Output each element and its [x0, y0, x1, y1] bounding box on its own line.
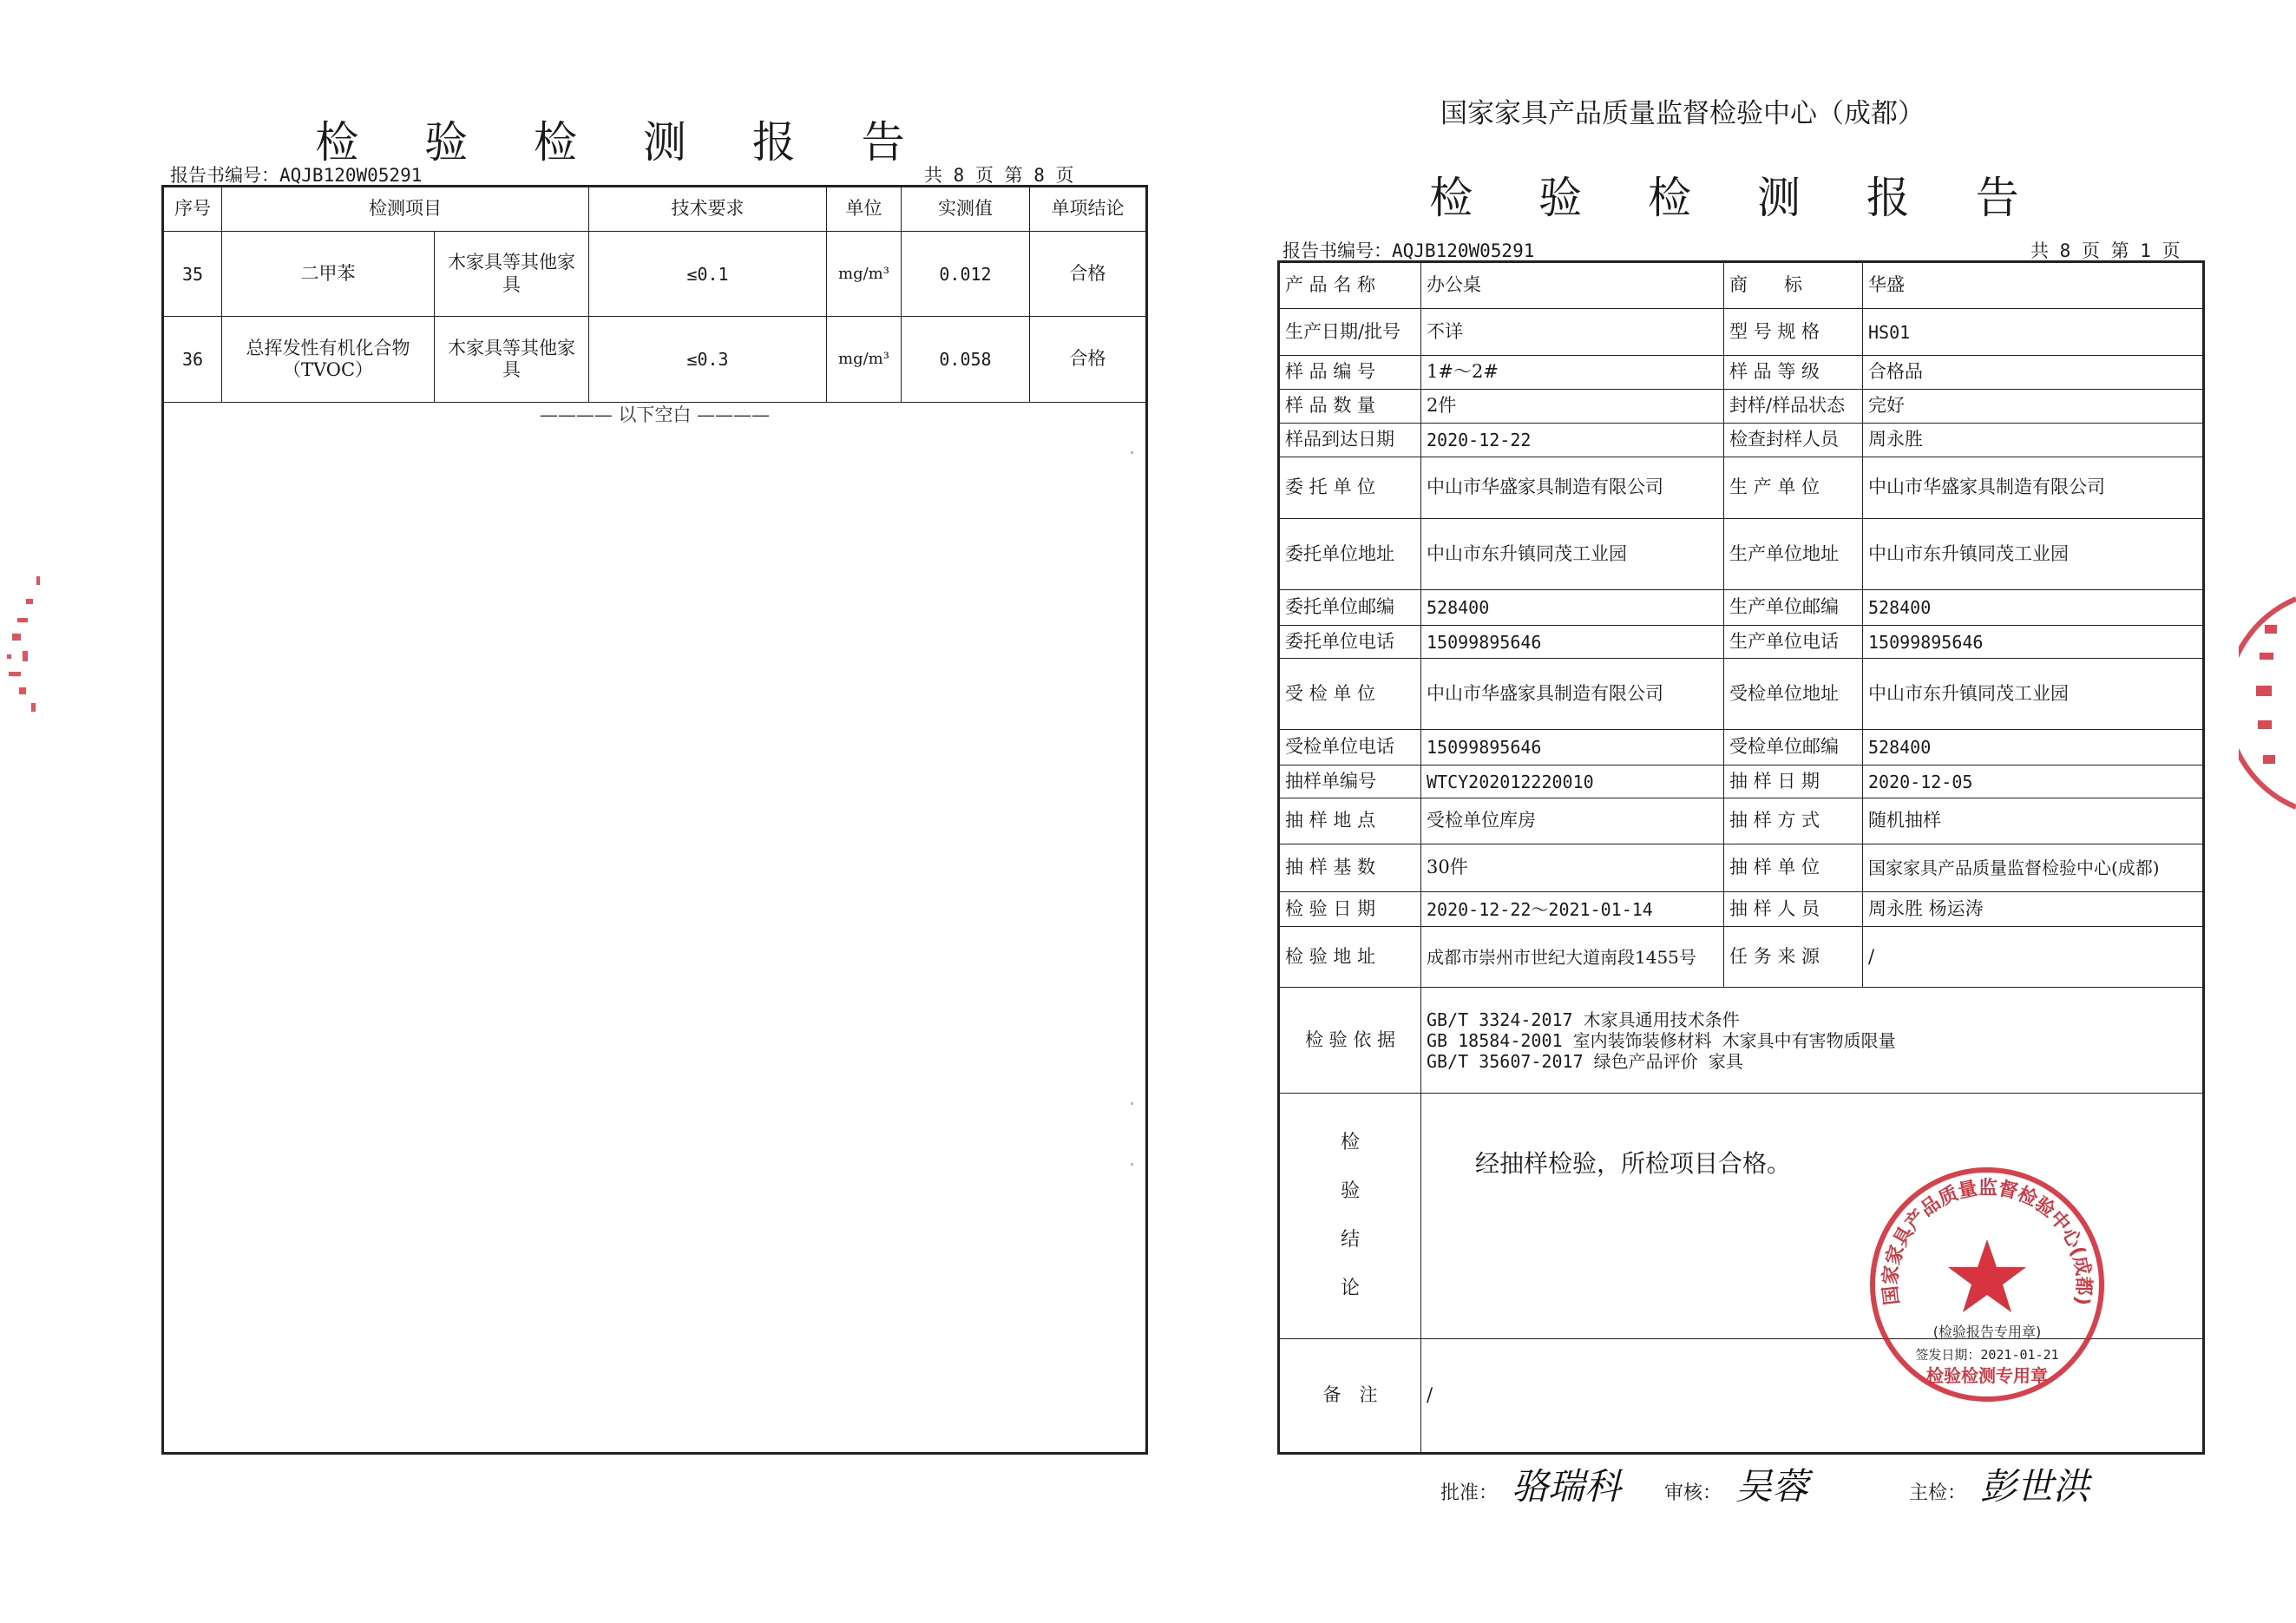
seal-ring-text: 国家家具产品质量监督检验中心(成都) — [1879, 1177, 2095, 1307]
value-client-tel: 15099895646 — [1421, 626, 1724, 659]
basis-line: GB/T 3324-2017 木家具通用技术条件 — [1427, 1009, 1740, 1030]
value-qty: 2件 — [1421, 390, 1724, 424]
value-sampling-method: 随机抽样 — [1863, 798, 2204, 844]
row-item: 总挥发性有机化合物（TVOC） — [222, 317, 435, 403]
conclusion-label-char: 论 — [1340, 1278, 1360, 1299]
row-unit: mg/m³ — [827, 317, 902, 403]
value-inspect-date: 2020-12-22～2021-01-14 — [1421, 892, 1724, 927]
label-sampling-base: 抽 样 基 数 — [1279, 844, 1421, 892]
label-task-source: 任 务 来 源 — [1724, 927, 1863, 988]
review-signature: 吴蓉 — [1735, 1465, 1809, 1508]
value-producer-zip: 528400 — [1863, 590, 2204, 626]
row-value: 0.058 — [902, 317, 1030, 403]
label-basis: 检 验 依 据 — [1279, 988, 1421, 1094]
label-samplers: 抽 样 人 员 — [1724, 892, 1863, 927]
row-no: 36 — [163, 317, 222, 403]
value-prod-date: 不详 — [1421, 309, 1724, 356]
basis-line: GB 18584-2001 室内装饰装修材料 木家具中有害物质限量 — [1427, 1029, 1896, 1051]
value-sampling-date: 2020-12-05 — [1863, 766, 2204, 798]
approve-signature: 骆瑞科 — [1512, 1465, 1622, 1508]
value-producer-address: 中山市东升镇同茂工业园 — [1863, 519, 2204, 590]
value-conclusion: 经抽样检验，所检项目合格。 — [1475, 1149, 1792, 1178]
value-sampling-unit: 国家家具产品质量监督检验中心(成都) — [1863, 844, 2204, 892]
label-arrival: 样品到达日期 — [1279, 424, 1421, 457]
value-inspect-address: 成都市崇州市世纪大道南段1455号 — [1421, 927, 1724, 988]
label-qty: 样 品 数 量 — [1279, 390, 1421, 424]
value-inspected: 中山市华盛家具制造有限公司 — [1421, 659, 1724, 730]
value-arrival: 2020-12-22 — [1421, 424, 1724, 457]
label-producer-address: 生产单位地址 — [1724, 519, 1863, 590]
value-remarks: / — [1421, 1339, 2204, 1454]
issuing-organization: 国家家具产品质量监督检验中心（成都） — [1440, 98, 1925, 129]
label-prod-date: 生产日期/批号 — [1279, 309, 1421, 356]
partial-seal-mark — [2239, 590, 2296, 816]
label-grade: 样 品 等 级 — [1724, 356, 1863, 390]
label-inspected-address: 受检单位地址 — [1724, 659, 1863, 730]
value-client-zip: 528400 — [1421, 590, 1724, 626]
scan-speck — [1131, 1102, 1133, 1105]
conclusion-label-char: 检 — [1340, 1132, 1360, 1153]
left-report-number: 报告书编号：AQJB120W05291 — [170, 165, 423, 186]
seal-bottom-text: 检验检测专用章 — [1926, 1365, 2048, 1386]
approve-label: 批准： — [1440, 1482, 1499, 1504]
basis-line: GB/T 35607-2017 绿色产品评价 家具 — [1427, 1050, 1743, 1072]
star-icon — [1948, 1239, 2026, 1312]
col-header-item: 检测项目 — [222, 187, 589, 232]
row-value: 0.012 — [902, 232, 1030, 317]
row-result: 合格 — [1030, 232, 1147, 317]
signature-review — [1664, 1458, 1808, 1510]
row-requirement: ≤0.3 — [589, 317, 827, 403]
value-sampling-place: 受检单位库房 — [1421, 798, 1724, 844]
left-results-table — [161, 185, 1148, 1455]
label-inspect-address: 检 验 地 址 — [1279, 927, 1421, 988]
signature-approve — [1440, 1458, 1621, 1510]
label-seal-state: 封样/样品状态 — [1724, 390, 1863, 424]
official-seal — [1866, 1163, 2109, 1406]
label-inspected-tel: 受检单位电话 — [1279, 730, 1421, 766]
row-item: 二甲苯 — [222, 232, 435, 317]
value-sealer: 周永胜 — [1863, 424, 2204, 457]
label-inspect-date: 检 验 日 期 — [1279, 892, 1421, 927]
label-sampling-place: 抽 样 地 点 — [1279, 798, 1421, 844]
label-producer-zip: 生产单位邮编 — [1724, 590, 1863, 626]
left-page — [0, 0, 1128, 1623]
blank-below-note: ———— 以下空白 ———— — [539, 404, 771, 425]
right-page-info: 共 8 页 第 1 页 — [2030, 240, 2181, 261]
conclusion-label-char: 结 — [1340, 1229, 1360, 1251]
review-label: 审核： — [1664, 1482, 1722, 1504]
conclusion-label-char: 验 — [1340, 1180, 1360, 1202]
right-page — [1128, 0, 2296, 1623]
value-model: HS01 — [1863, 309, 2204, 356]
value-brand: 华盛 — [1863, 262, 2204, 309]
label-client: 委 托 单 位 — [1279, 457, 1421, 519]
left-report-title: 检 验 检 测 报 告 — [315, 117, 931, 168]
row-category: 木家具等其他家具 — [435, 317, 589, 403]
label-sealer: 检查封样人员 — [1724, 424, 1863, 457]
chief-signature: 彭世洪 — [1980, 1465, 2090, 1508]
label-conclusion — [1279, 1094, 1421, 1339]
scan-speck — [1131, 1163, 1133, 1166]
label-brand: 商 标 — [1724, 262, 1863, 309]
value-seal-state: 完好 — [1863, 390, 2204, 424]
value-client: 中山市华盛家具制造有限公司 — [1421, 457, 1724, 519]
value-sampling-base: 30件 — [1421, 844, 1724, 892]
col-header-value: 实测值 — [902, 187, 1030, 232]
value-producer-tel: 15099895646 — [1863, 626, 2204, 659]
label-client-address: 委托单位地址 — [1279, 519, 1421, 590]
value-producer: 中山市华盛家具制造有限公司 — [1863, 457, 2204, 519]
value-product-name: 办公桌 — [1421, 262, 1724, 309]
row-requirement: ≤0.1 — [589, 232, 827, 317]
value-sample-no: 1#～2# — [1421, 356, 1724, 390]
label-producer-tel: 生产单位电话 — [1724, 626, 1863, 659]
signature-chief — [1909, 1458, 2089, 1510]
value-inspected-zip: 528400 — [1863, 730, 2204, 766]
value-client-address: 中山市东升镇同茂工业园 — [1421, 519, 1724, 590]
row-category: 木家具等其他家具 — [435, 232, 589, 317]
right-report-title: 检 验 检 测 报 告 — [1429, 173, 2045, 223]
value-sampling-no: WTCY202012220010 — [1421, 766, 1724, 798]
row-no: 35 — [163, 232, 222, 317]
label-sampling-method: 抽 样 方 式 — [1724, 798, 1863, 844]
label-sampling-unit: 抽 样 单 位 — [1724, 844, 1863, 892]
label-model: 型 号 规 格 — [1724, 309, 1863, 356]
label-product-name: 产 品 名 称 — [1279, 262, 1421, 309]
row-result: 合格 — [1030, 317, 1147, 403]
label-inspected-zip: 受检单位邮编 — [1724, 730, 1863, 766]
table-row — [163, 232, 1147, 317]
value-samplers: 周永胜 杨运涛 — [1863, 892, 2204, 927]
value-task-source: / — [1863, 927, 2204, 988]
scan-speck — [1131, 451, 1133, 454]
label-client-tel: 委托单位电话 — [1279, 626, 1421, 659]
label-client-zip: 委托单位邮编 — [1279, 590, 1421, 626]
label-remarks: 备 注 — [1279, 1339, 1421, 1454]
label-sample-no: 样 品 编 号 — [1279, 356, 1421, 390]
value-inspected-tel: 15099895646 — [1421, 730, 1724, 766]
col-header-result: 单项结论 — [1030, 187, 1147, 232]
label-inspected: 受 检 单 位 — [1279, 659, 1421, 730]
partial-seal-mark — [0, 564, 52, 720]
label-sampling-date: 抽 样 日 期 — [1724, 766, 1863, 798]
right-report-number: 报告书编号：AQJB120W05291 — [1282, 240, 1535, 261]
value-basis — [1421, 988, 2204, 1094]
chief-label: 主检： — [1909, 1482, 1967, 1504]
row-unit: mg/m³ — [827, 232, 902, 317]
col-header-no: 序号 — [163, 187, 222, 232]
value-grade: 合格品 — [1863, 356, 2204, 390]
label-producer: 生 产 单 位 — [1724, 457, 1863, 519]
col-header-requirement: 技术要求 — [589, 187, 827, 232]
seal-issue-date: 签发日期：2021-01-21 — [1915, 1347, 2059, 1363]
value-inspected-address: 中山市东升镇同茂工业园 — [1863, 659, 2204, 730]
table-row — [163, 317, 1147, 403]
left-page-info: 共 8 页 第 8 页 — [924, 165, 1074, 186]
col-header-unit: 单位 — [827, 187, 902, 232]
seal-inner-label: (检验报告专用章) — [1932, 1324, 2042, 1340]
label-sampling-no: 抽样单编号 — [1279, 766, 1421, 798]
